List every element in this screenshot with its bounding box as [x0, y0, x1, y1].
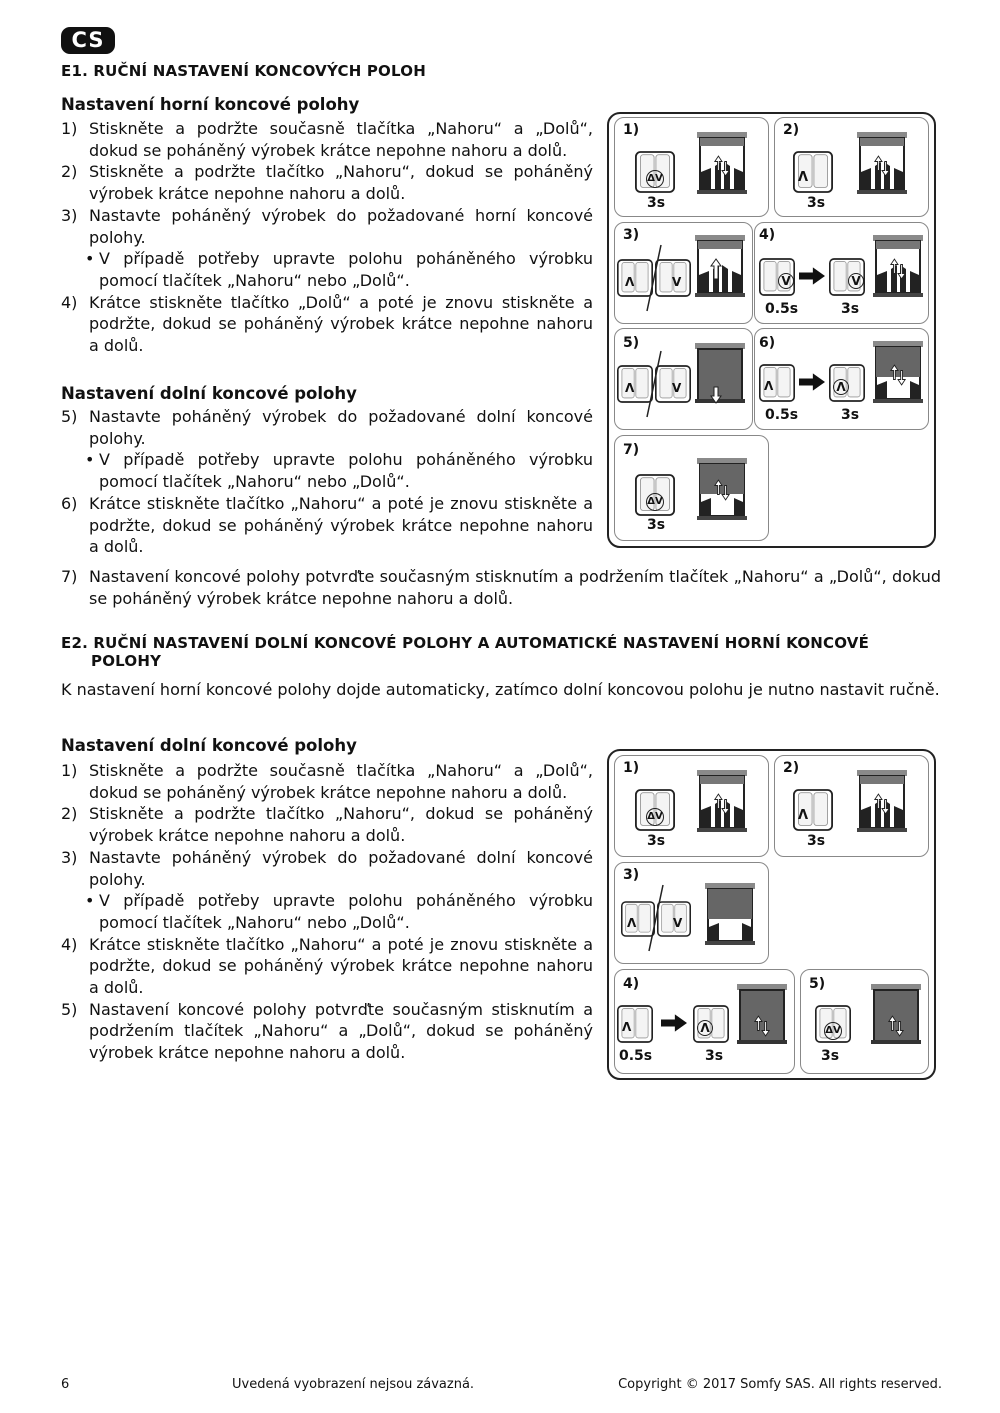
figure-cell-7: [614, 435, 769, 541]
down-button-icon: V: [672, 275, 682, 289]
confirm-step: [61, 566, 941, 609]
up-down-button-icon: ΔV: [824, 1022, 842, 1040]
down-button-icon: V: [848, 273, 864, 289]
cell-label: 2): [783, 760, 800, 776]
step-text: Nastavte poháněný výrobek do požadované horní koncové polohy.: [89, 205, 593, 247]
section-title-line: POLOHY: [91, 652, 162, 670]
list-item: [61, 566, 941, 609]
time-label: 3s: [841, 301, 860, 317]
bullet-dot: •: [85, 891, 95, 911]
figure-cell-3: [614, 222, 753, 324]
step-text: Stiskněte a podržte tlačítko „Nahoru“, dokud se poháněný výrobek krátce nepohne nahoru a dolů.: [89, 804, 593, 846]
section-title-e2: [61, 634, 941, 670]
footer-copyright: Copyright © 2017 Somfy SAS. All rights reserved.: [618, 1377, 942, 1392]
figure-cell-5: [800, 969, 929, 1074]
section-title-e1: E1. RUČNÍ NASTAVENÍ KONCOVÝCH POLOH: [61, 62, 426, 80]
figure-cell-1: [614, 755, 769, 857]
figure-cell-3: [614, 862, 769, 964]
step-text: Stiskněte a podržte současně tlačítka „Nahoru“ a „Dolů“, dokud se poháněný výrobek krátce nepohne nahoru a dolů.: [89, 119, 593, 160]
time-label: 3s: [807, 833, 826, 849]
cell-label: 3): [623, 227, 640, 243]
up-arrow-icon: [709, 257, 723, 281]
bullet-text: V případě potřeby upravte polohu poháněného výrobku pomocí tlačítek „Nahoru“ nebo „Dolů“.: [99, 249, 593, 290]
figure-cell-2: [774, 117, 929, 217]
subheading-lower-limit: Nastavení dolní koncové polohy: [61, 384, 357, 403]
cell-label: 2): [783, 122, 800, 138]
cell-label: 6): [759, 335, 776, 351]
up-down-arrows-icon: [873, 154, 891, 178]
separator-slash-icon: [647, 883, 665, 953]
step-text: Nastavení koncové polohy potvrďte současným stisknutím a podržením tlačítek „Nahoru“ a „Dolů“, dokud se poháněný výrobek krátce nepohne nahoru a dolů.: [89, 567, 941, 608]
list-item: [61, 803, 593, 846]
subheading-upper-limit: Nastavení horní koncové polohy: [61, 95, 360, 114]
up-button-icon: Λ: [798, 808, 809, 823]
up-down-button-icon: ΔV: [646, 808, 664, 826]
bullet-note: [61, 449, 593, 492]
down-arrow-icon: [709, 385, 723, 405]
up-down-arrows-icon: [713, 154, 731, 178]
up-button-icon: Λ: [625, 381, 635, 395]
step-text: Krátce stiskněte tlačítko „Nahoru“ a poté je znovu stiskněte a podržte, dokud se poháněný výrobek krátce nepohne nahoru a dolů.: [89, 493, 593, 557]
arrow-right-icon: [799, 267, 825, 285]
up-button-icon: Λ: [697, 1020, 713, 1036]
list-item: [61, 406, 593, 449]
step-number: 7): [61, 567, 78, 586]
step-number: 2): [61, 162, 78, 182]
arrow-right-icon: [661, 1014, 687, 1032]
cell-label: 7): [623, 442, 640, 458]
step-number: 1): [61, 119, 78, 138]
step-number: 6): [61, 493, 78, 513]
up-down-arrows-icon: [873, 792, 891, 816]
subheading-lower-limit-e2: Nastavení dolní koncové polohy: [61, 736, 357, 755]
list-item: [61, 999, 593, 1064]
time-label: 0.5s: [765, 407, 799, 423]
arrow-right-icon: [799, 373, 825, 391]
step-text: Stiskněte a podržte tlačítko „Nahoru“, dokud se poháněný výrobek krátce nepohne nahoru a dolů.: [89, 162, 593, 204]
up-down-button-icon: ΔV: [646, 493, 664, 511]
time-label: 3s: [647, 833, 666, 849]
up-down-arrows-icon: [887, 1014, 905, 1038]
step-number: 3): [61, 205, 78, 225]
up-down-button-icon: ΔV: [646, 170, 664, 188]
figure-cell-6: [754, 328, 929, 430]
up-down-arrows-icon: [889, 363, 907, 387]
separator-slash-icon: [645, 243, 663, 313]
up-down-arrows-icon: [713, 792, 731, 816]
list-item: [61, 161, 593, 204]
time-label: 3s: [807, 195, 826, 211]
step-number: 4): [61, 934, 78, 954]
step-text: Stiskněte a podržte současně tlačítka „Nahoru“ a „Dolů“, dokud se poháněný výrobek krátce nepohne nahoru a dolů.: [89, 761, 593, 802]
cell-label: 1): [623, 122, 640, 138]
bullet-note: [61, 248, 593, 291]
upper-steps-list: [61, 118, 593, 357]
up-button-icon: Λ: [622, 1020, 632, 1034]
e2-steps-list: [61, 760, 593, 1064]
cell-label: 4): [759, 227, 776, 243]
separator-slash-icon: [645, 349, 663, 419]
up-button-icon: Λ: [833, 379, 849, 395]
figure-cell-4: [614, 969, 795, 1074]
cell-label: 4): [623, 976, 640, 992]
cell-label: 3): [623, 867, 640, 883]
step-text: Krátce stiskněte tlačítko „Nahoru“ a poté je znovu stiskněte a podržte, dokud se poháněný výrobek krátce nepohne nahoru a dolů.: [89, 934, 593, 998]
up-button-icon: Λ: [625, 275, 635, 289]
up-button-icon: Λ: [627, 916, 637, 930]
bullet-dot: •: [85, 450, 95, 470]
figure-cell-5: [614, 328, 753, 430]
time-label: 3s: [841, 407, 860, 423]
section-title-line: E2. RUČNÍ NASTAVENÍ DOLNÍ KONCOVÉ POLOHY A AUTOMATICKÉ NASTAVENÍ HORNÍ KONCOVÉ: [61, 634, 870, 652]
bullet-note: [61, 890, 593, 933]
time-label: 3s: [647, 195, 666, 211]
list-item: [61, 205, 593, 248]
footer-disclaimer: Uvedená vyobrazení nejsou závazná.: [232, 1377, 475, 1392]
window-icon: [705, 883, 755, 947]
time-label: 3s: [647, 517, 666, 533]
down-button-icon: V: [778, 273, 794, 289]
list-item: [61, 292, 593, 357]
figure-cell-2: [774, 755, 929, 857]
list-item: [61, 847, 593, 890]
step-number: 5): [61, 407, 78, 426]
step-number: 3): [61, 847, 78, 867]
time-label: 3s: [705, 1048, 724, 1064]
step-text: Krátce stiskněte tlačítko „Dolů“ a poté je znovu stiskněte a podržte, dokud se poháněný výrobek krátce nepohne nahoru a dolů.: [89, 292, 593, 356]
step-text: Nastavení koncové polohy potvrďte současným stisknutím a podržením tlačítek „Nahoru“ a „Dolů“, dokud se poháněný výrobek krátce nepohne nahoru a dolů.: [89, 999, 593, 1063]
language-badge: CS: [61, 27, 115, 54]
bullet-dot: •: [85, 249, 95, 269]
figure-cell-1: [614, 117, 769, 217]
down-button-icon: V: [672, 381, 682, 395]
bullet-text: V případě potřeby upravte polohu poháněného výrobku pomocí tlačítek „Nahoru“ nebo „Dolů“.: [99, 891, 593, 932]
step-text: Nastavte poháněný výrobek do požadované dolní koncové polohy.: [89, 407, 593, 448]
up-button-icon: Λ: [798, 170, 809, 185]
step-number: 1): [61, 761, 78, 780]
cell-label: 1): [623, 760, 640, 776]
cell-label: 5): [809, 976, 826, 992]
cell-label: 5): [623, 335, 640, 351]
step-number: 5): [61, 999, 78, 1019]
time-label: 0.5s: [619, 1048, 653, 1064]
up-down-arrows-icon: [713, 478, 731, 502]
list-item: [61, 118, 593, 161]
time-label: 0.5s: [765, 301, 799, 317]
bullet-text: V případě potřeby upravte polohu poháněného výrobku pomocí tlačítek „Nahoru“ nebo „Dolů“.: [99, 450, 593, 492]
lower-steps-list: [61, 406, 593, 558]
list-item: [61, 934, 593, 999]
up-down-arrows-icon: [753, 1014, 771, 1038]
time-label: 3s: [821, 1048, 840, 1064]
down-button-icon: V: [673, 916, 683, 930]
intro-paragraph: K nastavení horní koncové polohy dojde automaticky, zatímco dolní koncovou polohu je nutno nastavit ručně.: [61, 680, 940, 699]
list-item: [61, 760, 593, 803]
step-number: 2): [61, 804, 78, 824]
figure-cell-4: [754, 222, 929, 324]
list-item: [61, 493, 593, 558]
step-text: Nastavte poháněný výrobek do požadované dolní koncové polohy.: [89, 847, 593, 889]
step-number: 4): [61, 292, 78, 312]
up-button-icon: Λ: [764, 379, 774, 393]
page-number: 6: [61, 1377, 70, 1392]
up-down-arrows-icon: [889, 257, 907, 281]
